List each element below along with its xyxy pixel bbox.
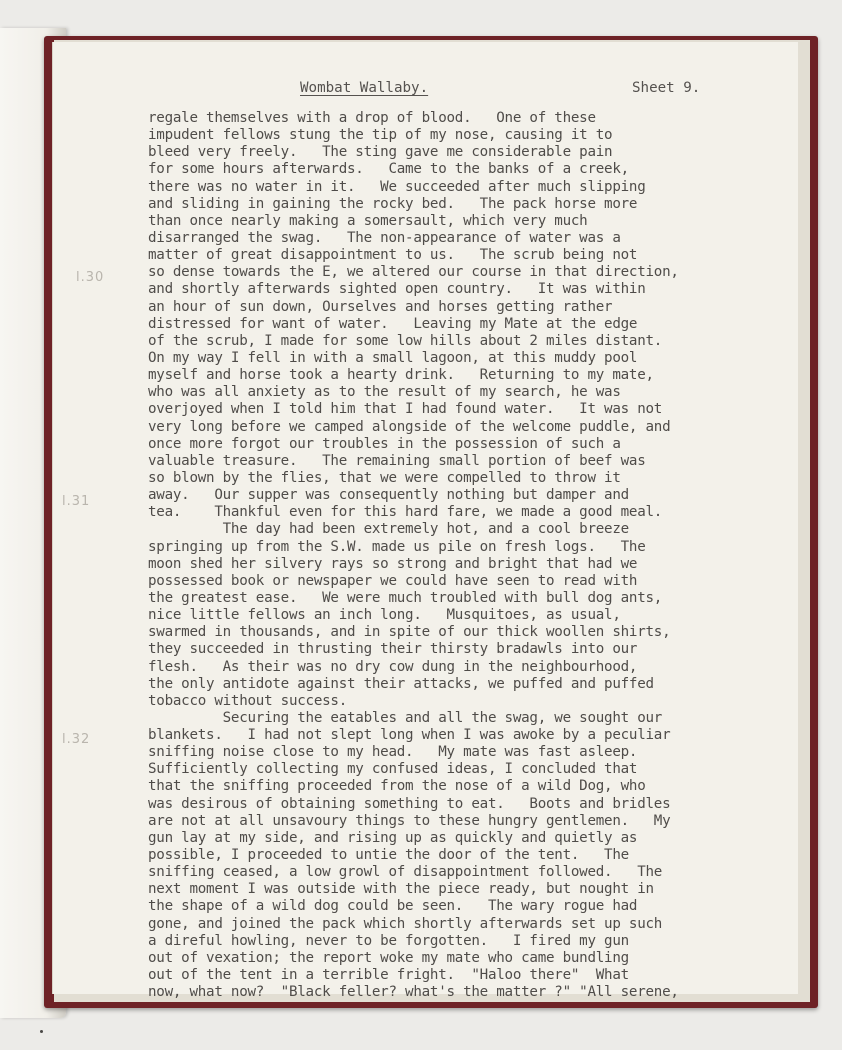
text-line: next moment I was outside with the piece ready, but nought in xyxy=(148,881,654,898)
page-header xyxy=(0,80,842,100)
text-line: than once nearly making a somersault, which very much xyxy=(148,212,588,229)
text-line: out of vexation; the report woke my mate who came bundling xyxy=(148,949,629,966)
text-line: that the sniffing proceeded from the nose of a wild Dog, who xyxy=(148,778,646,795)
text-line: tobacco without success. xyxy=(148,692,347,709)
text-line: a direful howling, never to be forgotten. I fired my gun xyxy=(148,932,629,949)
text-line: springing up from the S.W. made us pile on fresh logs. The xyxy=(148,538,646,555)
text-line: gone, and joined the pack which shortly afterwards set up such xyxy=(148,915,663,932)
text-line: of the scrub, I made for some low hills about 2 miles distant. xyxy=(148,332,663,349)
text-line: now, what now? "Black feller? what's the matter ?" "All serene, xyxy=(148,984,679,1001)
text-line: the shape of a wild dog could be seen. The wary rogue had xyxy=(148,898,638,915)
text-line: they succeeded in thrusting their thirsty bradawls into our xyxy=(148,641,638,658)
text-line: there was no water in it. We succeeded after much slipping xyxy=(148,178,646,195)
text-line: who was all anxiety as to the result of my search, he was xyxy=(148,384,621,401)
text-line: nice little fellows an inch long. Musquitoes, as usual, xyxy=(148,607,621,624)
margin-note: l.32 xyxy=(62,732,91,747)
ink-mark xyxy=(40,1030,43,1033)
text-line: blankets. I had not slept long when I was awoke by a peculiar xyxy=(148,727,671,744)
text-line: disarranged the swag. The non-appearance of water was a xyxy=(148,229,621,246)
text-line: was desirous of obtaining something to eat. Boots and bridles xyxy=(148,795,671,812)
sheet-number: Sheet 9. xyxy=(632,80,701,96)
text-line: Sufficiently collecting my confused ideas, I concluded that xyxy=(148,761,638,778)
text-line: flesh. As their was no dry cow dung in the neighbourhood, xyxy=(148,658,638,675)
text-line: possessed book or newspaper we could have seen to read with xyxy=(148,572,638,589)
margin-note: l.30 xyxy=(76,270,105,285)
text-line: are not at all unsavoury things to these hungry gentlemen. My xyxy=(148,812,671,829)
text-line: moon shed her silvery rays so strong and bright that had we xyxy=(148,555,638,572)
text-line: overjoyed when I told him that I had found water. It was not xyxy=(148,401,663,418)
text-line: the only antidote against their attacks, we puffed and puffed xyxy=(148,675,654,692)
text-line: tea. Thankful even for this hard fare, we made a good meal. xyxy=(148,504,663,521)
text-line: Securing the eatables and all the swag, we sought our xyxy=(148,709,663,726)
text-line: so blown by the flies, that we were compelled to throw it xyxy=(148,469,621,486)
text-line: possible, I proceeded to untie the door of the tent. The xyxy=(148,847,629,864)
text-line: once more forgot our troubles in the possession of such a xyxy=(148,435,621,452)
text-line: and sliding in gaining the rocky bed. The pack horse more xyxy=(148,195,638,212)
text-line: impudent fellows stung the tip of my nose, causing it to xyxy=(148,127,613,144)
margin-note: l.31 xyxy=(62,494,91,509)
text-line: and shortly afterwards sighted open country. It was within xyxy=(148,281,646,298)
text-line: very long before we camped alongside of the welcome puddle, and xyxy=(148,418,671,435)
document-title: Wombat Wallaby. xyxy=(300,80,429,96)
text-line: distressed for want of water. Leaving my Mate at the edge xyxy=(148,315,638,332)
text-line: myself and horse took a hearty drink. Returning to my mate, xyxy=(148,367,654,384)
typed-body-text xyxy=(148,110,768,1001)
text-line: sniffing ceased, a low growl of disappointment followed. The xyxy=(148,864,663,881)
text-line: gun lay at my side, and rising up as quickly and quietly as xyxy=(148,829,638,846)
text-line: On my way I fell in with a small lagoon, at this muddy pool xyxy=(148,349,638,366)
text-line: away. Our supper was consequently nothing but damper and xyxy=(148,487,629,504)
text-line: out of the tent in a terrible fright. "Haloo there" What xyxy=(148,967,629,984)
text-line: The day had been extremely hot, and a cool breeze xyxy=(148,521,629,538)
text-line: bleed very freely. The sting gave me considerable pain xyxy=(148,144,613,161)
text-line: for some hours afterwards. Came to the banks of a creek, xyxy=(148,161,629,178)
text-line: valuable treasure. The remaining small portion of beef was xyxy=(148,452,646,469)
text-line: an hour of sun down, Ourselves and horses getting rather xyxy=(148,298,613,315)
text-line: matter of great disappointment to us. The scrub being not xyxy=(148,247,638,264)
text-line: regale themselves with a drop of blood. One of these xyxy=(148,110,596,126)
text-line: the greatest ease. We were much troubled with bull dog ants, xyxy=(148,589,663,606)
text-line: swarmed in thousands, and in spite of our thick woollen shirts, xyxy=(148,624,671,641)
text-line: so dense towards the E, we altered our course in that direction, xyxy=(148,264,679,281)
text-line: sniffing noise close to my head. My mate was fast asleep. xyxy=(148,744,638,761)
